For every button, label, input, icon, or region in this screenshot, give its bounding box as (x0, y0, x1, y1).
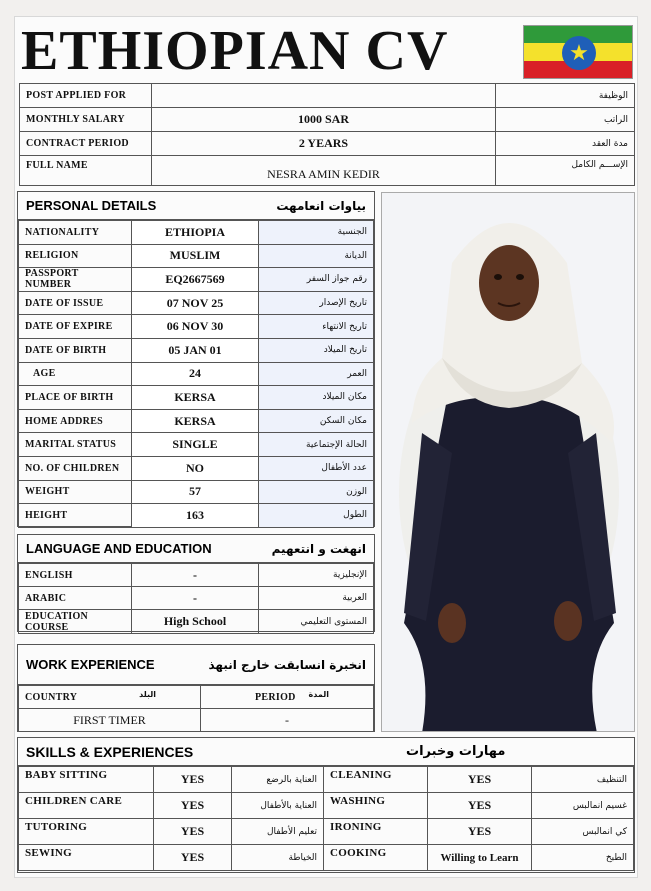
table-row (19, 480, 374, 504)
section-header (18, 535, 374, 563)
field-arabic: تاريخ الإصدار (259, 291, 374, 315)
post-applied-arabic: الوظيفة (496, 84, 635, 108)
skill-arabic: غسيم انمالبس (532, 793, 634, 819)
personal-details-table (18, 220, 374, 528)
monthly-salary-label: MONTHLY SALARY (20, 108, 152, 132)
period-label-arabic: المدة (308, 690, 329, 699)
field-label: PLACE OF BIRTH (19, 386, 132, 410)
period-label: PERIOD (255, 691, 296, 703)
field-label: HEIGHT (19, 504, 132, 528)
field-value: High School (132, 610, 259, 634)
table-row (19, 456, 374, 480)
field-arabic: مكان السكن (259, 409, 374, 433)
field-label: NO. OF CHILDREN (19, 456, 132, 480)
post-applied-value (152, 84, 496, 108)
period-header (201, 686, 374, 709)
field-value: - (132, 587, 259, 610)
skill-label: CLEANING (324, 767, 428, 793)
skill-arabic: الخياطة (232, 845, 324, 871)
section-title-arabic: انخبرة انسابقت خارج انبهذ (208, 657, 366, 672)
skill-label: CHILDREN CARE (19, 793, 154, 819)
field-value: EQ2667569 (132, 268, 259, 292)
field-label: HOME ADDRES (19, 409, 132, 433)
section-header (18, 738, 634, 766)
field-arabic: المستوى التعليمي (259, 610, 374, 634)
contract-period-label: CONTRACT PERIOD (20, 132, 152, 156)
field-label: DATE OF BIRTH (19, 338, 132, 362)
field-label: MARITAL STATUS (19, 433, 132, 457)
skill-value: YES (428, 793, 532, 819)
field-label: ARABIC (19, 587, 132, 610)
skill-label: WASHING (324, 793, 428, 819)
table-row (20, 108, 635, 132)
field-value: NO (132, 456, 259, 480)
field-value: 163 (132, 504, 259, 528)
period-value: - (201, 709, 374, 732)
skill-arabic: العناية بالرضع (232, 767, 324, 793)
skill-value: Willing to Learn (428, 845, 532, 871)
table-row (20, 84, 635, 108)
field-label: PASSPORT NUMBER (19, 268, 132, 292)
table-row (19, 409, 374, 433)
table-row (19, 686, 374, 709)
field-arabic: تاريخ الميلاد (259, 338, 374, 362)
skill-arabic: التنظيف (532, 767, 634, 793)
section-header (18, 645, 374, 685)
field-label: RELIGION (19, 244, 132, 268)
table-row (19, 610, 374, 634)
field-label: AGE (19, 362, 132, 386)
ethiopia-flag-icon (523, 25, 633, 79)
table-row (19, 504, 374, 528)
country-value: FIRST TIMER (19, 709, 201, 732)
full-name-arabic: الإســـم الكامل (496, 156, 635, 186)
table-row (19, 845, 634, 871)
field-arabic: الديانة (259, 244, 374, 268)
field-label: WEIGHT (19, 480, 132, 504)
field-value: MUSLIM (132, 244, 259, 268)
section-title: LANGUAGE AND EDUCATION (26, 541, 212, 556)
field-label: DATE OF ISSUE (19, 291, 132, 315)
table-row (20, 132, 635, 156)
monthly-salary-value: 1000 SAR (152, 108, 496, 132)
field-value: KERSA (132, 386, 259, 410)
field-arabic: الجنسية (259, 221, 374, 245)
cv-title: ETHIOPIAN CV (21, 20, 449, 82)
field-value: 06 NOV 30 (132, 315, 259, 339)
table-row (19, 291, 374, 315)
table-row (19, 315, 374, 339)
skill-value: YES (154, 793, 232, 819)
field-arabic: الإنجليزية (259, 564, 374, 587)
country-header (19, 686, 201, 709)
table-row (19, 819, 634, 845)
field-label: EDUCATION COURSE (19, 610, 132, 634)
language-education-section (17, 534, 375, 632)
skill-label: IRONING (324, 819, 428, 845)
skill-label: TUTORING (19, 819, 154, 845)
table-row (19, 793, 634, 819)
table-row (19, 268, 374, 292)
field-value: 24 (132, 362, 259, 386)
language-table (18, 563, 374, 634)
table-row (19, 564, 374, 587)
skill-arabic: كي انمالبس (532, 819, 634, 845)
field-value: 05 JAN 01 (132, 338, 259, 362)
full-name-value: NESRA AMIN KEDIR (152, 156, 496, 186)
monthly-salary-arabic: الراتب (496, 108, 635, 132)
applicant-photo (381, 192, 635, 732)
table-row (19, 709, 374, 732)
table-row (19, 386, 374, 410)
full-name-label: FULL NAME (20, 156, 152, 186)
skill-value: YES (154, 845, 232, 871)
table-row (19, 362, 374, 386)
table-row (19, 244, 374, 268)
section-title: PERSONAL DETAILS (26, 198, 157, 213)
table-row (19, 221, 374, 245)
section-title-arabic: انهغت و انتعهيم (271, 541, 366, 556)
skill-arabic: الطبخ (532, 845, 634, 871)
skill-arabic: العناية بالأطفال (232, 793, 324, 819)
skill-label: COOKING (324, 845, 428, 871)
table-row (19, 433, 374, 457)
skills-section (17, 737, 635, 873)
skill-label: SEWING (19, 845, 154, 871)
cv-page (14, 16, 638, 878)
star-emblem-icon: ★ (562, 36, 596, 70)
field-value: 57 (132, 480, 259, 504)
field-arabic: الوزن (259, 480, 374, 504)
field-value: KERSA (132, 409, 259, 433)
table-row (19, 767, 634, 793)
field-arabic: الحالة الإجتماعية (259, 433, 374, 457)
work-experience-section (17, 644, 375, 732)
field-arabic: عدد الأطفال (259, 456, 374, 480)
country-label-arabic: البلد (139, 690, 156, 699)
field-value: SINGLE (132, 433, 259, 457)
skill-value: YES (428, 767, 532, 793)
field-arabic: تاريخ الانتهاء (259, 315, 374, 339)
job-details-table (19, 83, 635, 186)
field-value: ETHIOPIA (132, 221, 259, 245)
table-row (20, 156, 635, 186)
section-title: WORK EXPERIENCE (26, 657, 155, 672)
field-value: 07 NOV 25 (132, 291, 259, 315)
skill-value: YES (428, 819, 532, 845)
section-title-arabic: بياوات انعامهت (276, 198, 366, 213)
skills-table (18, 766, 634, 871)
section-title-arabic: مهارات وخبرات (406, 744, 506, 759)
country-label: COUNTRY (25, 691, 78, 703)
skill-arabic: تعليم الأطفال (232, 819, 324, 845)
skill-value: YES (154, 767, 232, 793)
field-arabic: رقم جواز السفر (259, 268, 374, 292)
skill-value: YES (154, 819, 232, 845)
table-row (19, 338, 374, 362)
post-applied-label: POST APPLIED FOR (20, 84, 152, 108)
table-row (19, 587, 374, 610)
field-label: ENGLISH (19, 564, 132, 587)
field-arabic: مكان الميلاد (259, 386, 374, 410)
field-arabic: الطول (259, 504, 374, 528)
field-label: NATIONALITY (19, 221, 132, 245)
contract-period-arabic: مدة العقد (496, 132, 635, 156)
section-header (18, 192, 374, 220)
contract-period-value: 2 YEARS (152, 132, 496, 156)
section-title: SKILLS & EXPERIENCES (26, 743, 194, 760)
personal-details-section (17, 191, 375, 527)
field-label: DATE OF EXPIRE (19, 315, 132, 339)
skill-label: BABY SITTING (19, 767, 154, 793)
applicant-photo-illustration (382, 193, 635, 732)
work-experience-table (18, 685, 374, 732)
field-arabic: العربية (259, 587, 374, 610)
field-arabic: العمر (259, 362, 374, 386)
field-value: - (132, 564, 259, 587)
